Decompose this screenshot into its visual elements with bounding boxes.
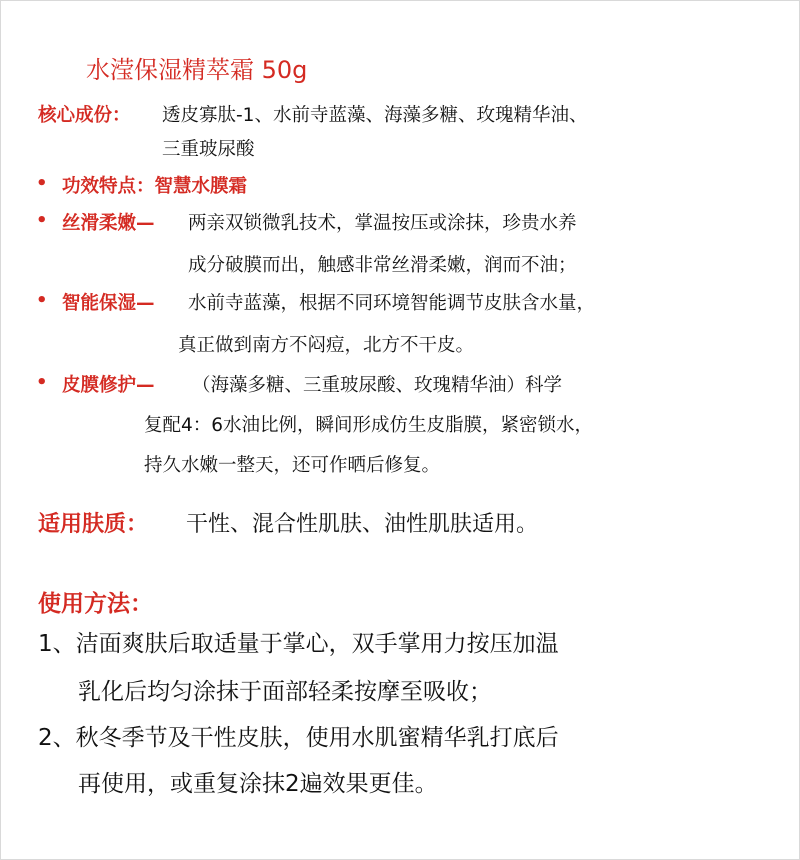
smart-moisture-text-line2: 真正做到南方不闷痘，北方不干皮。 [178, 335, 475, 356]
silky-label: 丝滑柔嫩— [62, 213, 155, 234]
product-title: 水滢保湿精萃霜 50g [86, 56, 308, 84]
smart-moisture-text-line1: 水前寺蓝藻，根据不同环境智能调节皮肤含水量， [188, 293, 596, 314]
skin-type-label: 适用肤质： [38, 512, 149, 537]
core-ingredients-text-line2: 三重玻尿酸 [162, 139, 255, 160]
repair-text-line2: 复配4：6水油比例，瞬间形成仿生皮脂膜，紧密锁水， [144, 415, 594, 436]
bullet-icon: • [36, 173, 48, 194]
usage-heading: 使用方法： [38, 591, 153, 617]
bullet-icon: • [36, 210, 48, 231]
effect-label: 功效特点：智慧水膜霜 [62, 176, 248, 197]
skin-type-text: 干性、混合性肌肤、油性肌肤适用。 [186, 512, 539, 537]
bullet-icon: • [36, 290, 48, 311]
smart-moisture-label: 智能保湿— [62, 293, 155, 314]
repair-text-line3: 持久水嫩一整天，还可作晒后修复。 [144, 455, 441, 476]
core-ingredients-label: 核心成份： [38, 105, 131, 126]
usage-step2-line2: 再使用，或重复涂抹2遍效果更佳。 [78, 771, 438, 797]
bullet-icon: • [36, 372, 48, 393]
core-ingredients-text-line1: 透皮寡肽-1、水前寺蓝藻、海藻多糖、玫瑰精华油、 [162, 105, 588, 126]
usage-step2-line1: 2、秋冬季节及干性皮肤，使用水肌蜜精华乳打底后 [38, 725, 559, 751]
repair-label: 皮膜修护— [62, 375, 155, 396]
silky-text-line2: 成分破膜而出，触感非常丝滑柔嫩，润而不油； [188, 255, 577, 276]
repair-text-line1: （海藻多糖、三重玻尿酸、玫瑰精华油）科学 [192, 375, 563, 396]
silky-text-line1: 两亲双锁微乳技术，掌温按压或涂抹，珍贵水养 [188, 213, 577, 234]
usage-step1-line1: 1、洁面爽肤后取适量于掌心，双手掌用力按压加温 [38, 631, 559, 657]
usage-step1-line2: 乳化后均匀涂抹于面部轻柔按摩至吸收； [78, 679, 492, 705]
